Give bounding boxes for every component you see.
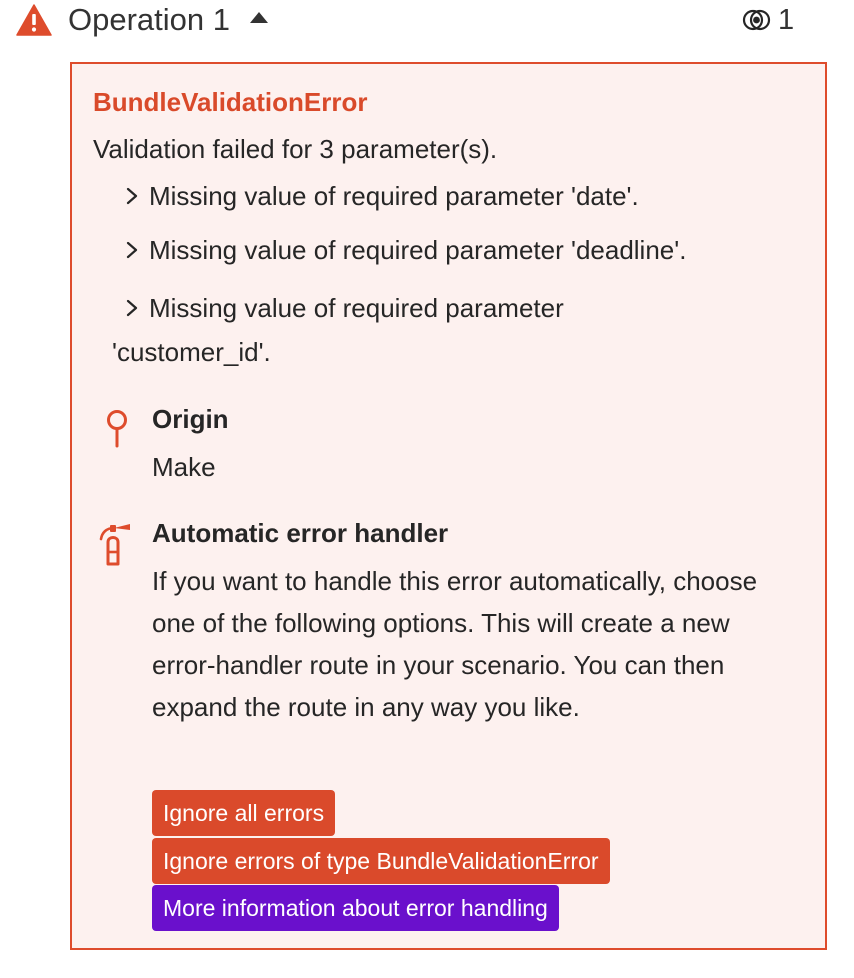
error-handler-description: If you want to handle this error automatically, choose one of the following options. This will create a new error-handler route in your scenario. You can then expand the route in any way you like.: [152, 566, 758, 722]
error-detail-item: [112, 286, 672, 374]
error-detail-item: [122, 178, 639, 214]
error-message: Validation failed for 3 parameter(s).: [93, 134, 498, 164]
map-pin-icon: [102, 408, 132, 448]
warning-triangle-icon: [16, 4, 52, 36]
operation-header: [0, 0, 854, 44]
bundle-count: 1: [778, 4, 795, 36]
caret-up-icon[interactable]: [248, 9, 270, 25]
error-detail-text: Missing value of required parameter: [149, 293, 564, 323]
error-handler-title: Automatic error handler: [152, 518, 449, 548]
ignore-all-errors-button[interactable]: Ignore all errors: [152, 790, 335, 836]
error-panel: [70, 62, 827, 950]
operation-title: Operation 1: [68, 2, 230, 37]
error-detail-text: Missing value of required parameter 'date'.: [149, 181, 639, 211]
chevron-right-icon: [122, 240, 142, 260]
error-detail-text: Missing value of required parameter 'deadline'.: [149, 235, 687, 265]
error-type-title: BundleValidationError: [93, 87, 368, 117]
origin-value: Make: [152, 452, 216, 482]
chevron-right-icon: [122, 186, 142, 206]
error-detail-item: [122, 232, 686, 268]
ignore-error-type-button[interactable]: Ignore errors of type BundleValidationError: [152, 838, 610, 884]
error-detail-text-continued: 'customer_id'.: [112, 337, 271, 367]
bundles-icon: [740, 9, 772, 31]
chevron-right-icon: [122, 298, 142, 318]
fire-extinguisher-icon: [96, 520, 136, 566]
origin-title: Origin: [152, 404, 229, 434]
error-handling-info-button[interactable]: More information about error handling: [152, 885, 559, 931]
bundle-counter[interactable]: [740, 3, 794, 37]
